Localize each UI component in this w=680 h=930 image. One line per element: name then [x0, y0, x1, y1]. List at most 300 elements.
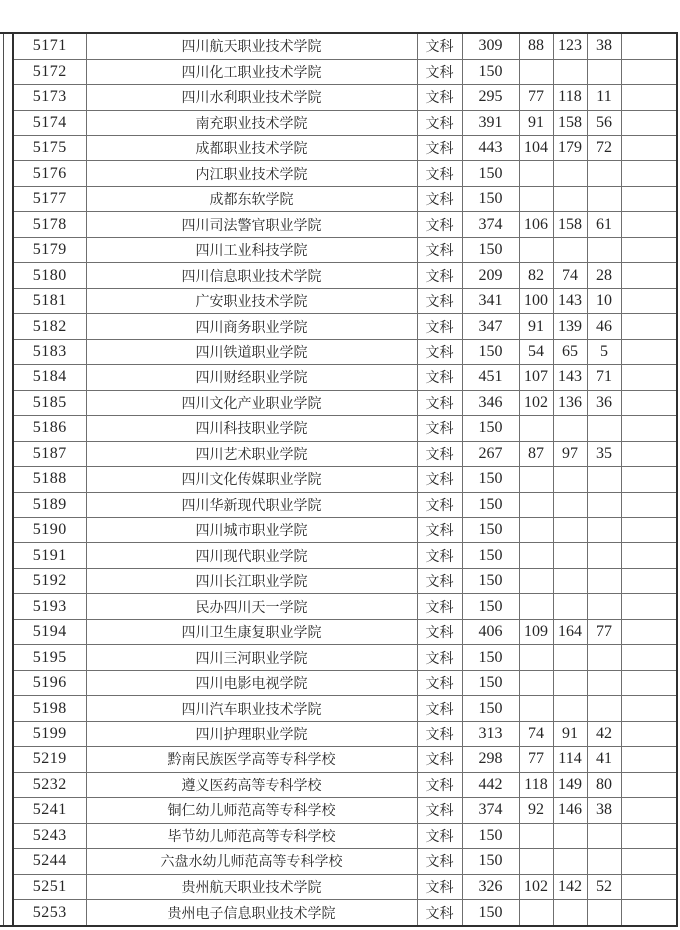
cell-subject: 文科 [417, 747, 462, 772]
cell-score-2 [519, 568, 553, 593]
cell-name: 南充职业技术学院 [86, 110, 417, 135]
cell-score-3 [553, 467, 587, 492]
cell-score-4 [587, 59, 621, 84]
cell-name: 四川城市职业学院 [86, 518, 417, 543]
cell-subject: 文科 [417, 212, 462, 237]
cell-code: 5193 [13, 594, 86, 619]
cell-score-1: 313 [462, 721, 519, 746]
cell-score-3: 179 [553, 135, 587, 160]
cell-code: 5196 [13, 670, 86, 695]
cell-code: 5185 [13, 390, 86, 415]
cell-name: 四川电影电视学院 [86, 670, 417, 695]
cell-score-4 [587, 670, 621, 695]
cell-score-2 [519, 492, 553, 517]
cell-subject: 文科 [417, 288, 462, 313]
cell-extra [621, 390, 677, 415]
cell-extra [621, 543, 677, 568]
cell-score-3 [553, 670, 587, 695]
cell-extra [621, 33, 677, 59]
cell-score-1: 443 [462, 135, 519, 160]
table-row [13, 186, 677, 211]
cell-subject: 文科 [417, 772, 462, 797]
cell-score-2 [519, 543, 553, 568]
table-row [13, 619, 677, 644]
cell-code: 5244 [13, 849, 86, 874]
cell-score-3 [553, 645, 587, 670]
cell-name: 四川信息职业技术学院 [86, 263, 417, 288]
cell-subject: 文科 [417, 492, 462, 517]
cell-subject: 文科 [417, 186, 462, 211]
cell-score-2: 104 [519, 135, 553, 160]
cell-subject: 文科 [417, 339, 462, 364]
cell-name: 贵州航天职业技术学院 [86, 874, 417, 899]
cell-code: 5174 [13, 110, 86, 135]
cell-name: 黔南民族医学高等专科学校 [86, 747, 417, 772]
cell-score-4: 72 [587, 135, 621, 160]
cell-score-3: 139 [553, 314, 587, 339]
cell-extra [621, 696, 677, 721]
table-row [13, 33, 677, 59]
cell-score-4: 35 [587, 441, 621, 466]
table-row [13, 747, 677, 772]
cell-extra [621, 874, 677, 899]
table-row [13, 467, 677, 492]
cell-score-2 [519, 186, 553, 211]
table-row [13, 772, 677, 797]
cell-code: 5189 [13, 492, 86, 517]
cell-score-2 [519, 670, 553, 695]
cell-score-1: 298 [462, 747, 519, 772]
cell-extra [621, 135, 677, 160]
cell-extra [621, 314, 677, 339]
cell-subject: 文科 [417, 390, 462, 415]
cell-score-2 [519, 645, 553, 670]
cell-code: 5173 [13, 85, 86, 110]
cell-subject: 文科 [417, 467, 462, 492]
cell-score-1: 451 [462, 365, 519, 390]
cell-score-3 [553, 492, 587, 517]
cell-subject: 文科 [417, 594, 462, 619]
cell-code: 5187 [13, 441, 86, 466]
cell-score-1: 150 [462, 186, 519, 211]
table-row [13, 823, 677, 848]
cell-extra [621, 518, 677, 543]
cell-code: 5188 [13, 467, 86, 492]
cell-extra [621, 263, 677, 288]
cell-code: 5182 [13, 314, 86, 339]
cell-name: 毕节幼儿师范高等专科学校 [86, 823, 417, 848]
cell-score-1: 346 [462, 390, 519, 415]
cell-score-2: 92 [519, 798, 553, 823]
cell-score-3 [553, 900, 587, 926]
cell-extra [621, 721, 677, 746]
cell-score-1: 150 [462, 339, 519, 364]
cell-name: 内江职业技术学院 [86, 161, 417, 186]
cell-score-4: 10 [587, 288, 621, 313]
cell-name: 四川工业科技学院 [86, 237, 417, 262]
cell-score-1: 341 [462, 288, 519, 313]
cell-score-1: 150 [462, 849, 519, 874]
cell-score-3 [553, 543, 587, 568]
cell-extra [621, 772, 677, 797]
cell-name: 四川汽车职业技术学院 [86, 696, 417, 721]
cell-score-4 [587, 568, 621, 593]
cell-extra [621, 619, 677, 644]
cell-score-4: 71 [587, 365, 621, 390]
table-body [13, 33, 677, 926]
cell-score-4: 38 [587, 798, 621, 823]
cell-score-3 [553, 186, 587, 211]
cell-score-3 [553, 696, 587, 721]
cell-extra [621, 492, 677, 517]
admission-score-table [12, 32, 678, 927]
cell-extra [621, 467, 677, 492]
cell-score-1: 150 [462, 900, 519, 926]
cell-score-4 [587, 467, 621, 492]
cell-score-4 [587, 696, 621, 721]
cell-score-2: 102 [519, 874, 553, 899]
cell-extra [621, 212, 677, 237]
cell-code: 5232 [13, 772, 86, 797]
cell-score-4: 80 [587, 772, 621, 797]
table-row [13, 798, 677, 823]
cell-score-3 [553, 59, 587, 84]
cell-score-2 [519, 237, 553, 262]
cell-score-1: 150 [462, 518, 519, 543]
cell-extra [621, 798, 677, 823]
cell-name: 六盘水幼儿师范高等专科学校 [86, 849, 417, 874]
cell-subject: 文科 [417, 568, 462, 593]
cell-score-2 [519, 594, 553, 619]
cell-score-4: 46 [587, 314, 621, 339]
cell-subject: 文科 [417, 365, 462, 390]
cell-name: 四川商务职业学院 [86, 314, 417, 339]
cell-subject: 文科 [417, 518, 462, 543]
cell-score-1: 150 [462, 670, 519, 695]
cell-score-1: 150 [462, 543, 519, 568]
cell-name: 成都职业技术学院 [86, 135, 417, 160]
cell-code: 5183 [13, 339, 86, 364]
cell-score-1: 150 [462, 696, 519, 721]
cell-code: 5172 [13, 59, 86, 84]
cell-score-1: 150 [462, 161, 519, 186]
cell-name: 四川司法警官职业学院 [86, 212, 417, 237]
cell-score-1: 150 [462, 416, 519, 441]
cell-score-4 [587, 543, 621, 568]
table-row [13, 135, 677, 160]
cell-score-3: 118 [553, 85, 587, 110]
cell-subject: 文科 [417, 670, 462, 695]
cell-score-1: 150 [462, 59, 519, 84]
cell-score-3 [553, 568, 587, 593]
cell-code: 5179 [13, 237, 86, 262]
cell-score-4 [587, 161, 621, 186]
cell-score-2 [519, 467, 553, 492]
cell-score-2: 91 [519, 110, 553, 135]
cell-subject: 文科 [417, 161, 462, 186]
cell-score-3 [553, 594, 587, 619]
cell-score-2: 54 [519, 339, 553, 364]
cell-score-3: 149 [553, 772, 587, 797]
cell-score-2 [519, 823, 553, 848]
cell-code: 5253 [13, 900, 86, 926]
cell-name: 铜仁幼儿师范高等专科学校 [86, 798, 417, 823]
cell-name: 四川化工职业技术学院 [86, 59, 417, 84]
cell-score-3: 97 [553, 441, 587, 466]
cell-extra [621, 186, 677, 211]
table-row [13, 85, 677, 110]
table-row [13, 721, 677, 746]
cell-code: 5194 [13, 619, 86, 644]
table-row [13, 212, 677, 237]
cell-extra [621, 900, 677, 926]
cell-subject: 文科 [417, 721, 462, 746]
cell-code: 5178 [13, 212, 86, 237]
cell-name: 四川水利职业技术学院 [86, 85, 417, 110]
cell-name: 四川现代职业学院 [86, 543, 417, 568]
cell-score-4: 52 [587, 874, 621, 899]
cell-score-1: 295 [462, 85, 519, 110]
cell-score-4: 41 [587, 747, 621, 772]
cell-extra [621, 110, 677, 135]
cell-score-4: 36 [587, 390, 621, 415]
cell-score-2: 100 [519, 288, 553, 313]
cell-name: 四川三河职业学院 [86, 645, 417, 670]
cell-score-1: 309 [462, 33, 519, 59]
table-row [13, 339, 677, 364]
cell-score-1: 267 [462, 441, 519, 466]
cell-score-1: 150 [462, 594, 519, 619]
cell-score-1: 150 [462, 237, 519, 262]
cell-name: 四川文化产业职业学院 [86, 390, 417, 415]
cell-code: 5243 [13, 823, 86, 848]
cell-score-3: 143 [553, 365, 587, 390]
cell-score-1: 150 [462, 492, 519, 517]
table-row [13, 365, 677, 390]
cell-code: 5241 [13, 798, 86, 823]
cell-name: 民办四川天一学院 [86, 594, 417, 619]
cell-name: 遵义医药高等专科学校 [86, 772, 417, 797]
table-row [13, 59, 677, 84]
cell-subject: 文科 [417, 110, 462, 135]
cell-score-4: 61 [587, 212, 621, 237]
cell-code: 5191 [13, 543, 86, 568]
cell-extra [621, 365, 677, 390]
cell-subject: 文科 [417, 823, 462, 848]
cell-code: 5199 [13, 721, 86, 746]
cell-name: 四川铁道职业学院 [86, 339, 417, 364]
cell-code: 5190 [13, 518, 86, 543]
cell-extra [621, 416, 677, 441]
cell-subject: 文科 [417, 33, 462, 59]
cell-score-4 [587, 900, 621, 926]
cell-score-2: 88 [519, 33, 553, 59]
cell-code: 5219 [13, 747, 86, 772]
table-row [13, 390, 677, 415]
cell-score-2: 77 [519, 85, 553, 110]
cell-subject: 文科 [417, 263, 462, 288]
cell-score-2 [519, 161, 553, 186]
cell-name: 成都东软学院 [86, 186, 417, 211]
cell-extra [621, 747, 677, 772]
cell-subject: 文科 [417, 135, 462, 160]
cell-score-2 [519, 849, 553, 874]
cell-score-4 [587, 492, 621, 517]
cell-score-3: 123 [553, 33, 587, 59]
cell-score-3: 91 [553, 721, 587, 746]
cell-code: 5175 [13, 135, 86, 160]
cell-extra [621, 823, 677, 848]
cell-score-3: 158 [553, 110, 587, 135]
cell-score-1: 150 [462, 568, 519, 593]
cell-subject: 文科 [417, 543, 462, 568]
cell-score-3 [553, 161, 587, 186]
cell-score-3 [553, 823, 587, 848]
cell-score-4 [587, 237, 621, 262]
cell-extra [621, 59, 677, 84]
table-row [13, 288, 677, 313]
cell-score-3 [553, 237, 587, 262]
cell-score-2 [519, 518, 553, 543]
cell-code: 5181 [13, 288, 86, 313]
table-row [13, 849, 677, 874]
cell-score-1: 326 [462, 874, 519, 899]
cell-score-1: 406 [462, 619, 519, 644]
cell-code: 5251 [13, 874, 86, 899]
cell-extra [621, 441, 677, 466]
cell-subject: 文科 [417, 59, 462, 84]
cell-score-3 [553, 416, 587, 441]
table-row [13, 874, 677, 899]
table-row [13, 696, 677, 721]
table-row [13, 314, 677, 339]
table-row [13, 645, 677, 670]
cell-score-1: 150 [462, 823, 519, 848]
cell-extra [621, 568, 677, 593]
cell-score-2 [519, 59, 553, 84]
cell-code: 5186 [13, 416, 86, 441]
cell-score-2: 102 [519, 390, 553, 415]
cell-score-3: 65 [553, 339, 587, 364]
table-row [13, 594, 677, 619]
cell-score-4: 5 [587, 339, 621, 364]
table-row [13, 161, 677, 186]
cell-extra [621, 670, 677, 695]
cell-score-2: 106 [519, 212, 553, 237]
cell-name: 四川航天职业技术学院 [86, 33, 417, 59]
cell-extra [621, 85, 677, 110]
cell-name: 广安职业技术学院 [86, 288, 417, 313]
table-row [13, 110, 677, 135]
cell-score-2: 74 [519, 721, 553, 746]
cell-score-3: 142 [553, 874, 587, 899]
table-row [13, 568, 677, 593]
page-frame-line [3, 33, 4, 926]
cell-extra [621, 594, 677, 619]
cell-subject: 文科 [417, 441, 462, 466]
cell-subject: 文科 [417, 314, 462, 339]
cell-subject: 文科 [417, 874, 462, 899]
cell-score-2 [519, 696, 553, 721]
cell-score-3 [553, 518, 587, 543]
cell-score-2: 87 [519, 441, 553, 466]
cell-score-2: 109 [519, 619, 553, 644]
cell-subject: 文科 [417, 619, 462, 644]
cell-subject: 文科 [417, 645, 462, 670]
cell-score-3 [553, 849, 587, 874]
cell-subject: 文科 [417, 85, 462, 110]
cell-score-1: 442 [462, 772, 519, 797]
cell-score-2: 107 [519, 365, 553, 390]
cell-score-3: 143 [553, 288, 587, 313]
cell-code: 5195 [13, 645, 86, 670]
cell-name: 四川卫生康复职业学院 [86, 619, 417, 644]
cell-score-3: 164 [553, 619, 587, 644]
cell-score-2: 77 [519, 747, 553, 772]
cell-score-2 [519, 416, 553, 441]
cell-code: 5171 [13, 33, 86, 59]
table-row [13, 518, 677, 543]
cell-score-4 [587, 186, 621, 211]
cell-score-4 [587, 823, 621, 848]
cell-score-3: 74 [553, 263, 587, 288]
cell-name: 四川长江职业学院 [86, 568, 417, 593]
table-row [13, 670, 677, 695]
cell-name: 四川文化传媒职业学院 [86, 467, 417, 492]
cell-code: 5177 [13, 186, 86, 211]
cell-score-1: 150 [462, 645, 519, 670]
cell-subject: 文科 [417, 849, 462, 874]
cell-extra [621, 237, 677, 262]
cell-score-3: 114 [553, 747, 587, 772]
cell-name: 四川护理职业学院 [86, 721, 417, 746]
cell-score-4: 28 [587, 263, 621, 288]
cell-code: 5192 [13, 568, 86, 593]
cell-score-4 [587, 518, 621, 543]
cell-score-2: 91 [519, 314, 553, 339]
table-row [13, 543, 677, 568]
cell-score-2: 118 [519, 772, 553, 797]
cell-score-4: 42 [587, 721, 621, 746]
cell-score-4: 77 [587, 619, 621, 644]
cell-name: 四川财经职业学院 [86, 365, 417, 390]
cell-score-2: 82 [519, 263, 553, 288]
cell-name: 四川华新现代职业学院 [86, 492, 417, 517]
cell-name: 贵州电子信息职业技术学院 [86, 900, 417, 926]
cell-code: 5180 [13, 263, 86, 288]
cell-score-2 [519, 900, 553, 926]
cell-extra [621, 161, 677, 186]
cell-score-4: 38 [587, 33, 621, 59]
cell-name: 四川科技职业学院 [86, 416, 417, 441]
cell-extra [621, 288, 677, 313]
cell-score-1: 374 [462, 798, 519, 823]
table-row [13, 492, 677, 517]
table-row [13, 441, 677, 466]
cell-score-1: 150 [462, 467, 519, 492]
cell-score-1: 347 [462, 314, 519, 339]
cell-subject: 文科 [417, 696, 462, 721]
cell-subject: 文科 [417, 237, 462, 262]
cell-extra [621, 849, 677, 874]
cell-score-1: 209 [462, 263, 519, 288]
cell-score-4 [587, 594, 621, 619]
table-row [13, 237, 677, 262]
cell-score-4 [587, 849, 621, 874]
cell-name: 四川艺术职业学院 [86, 441, 417, 466]
cell-score-3: 158 [553, 212, 587, 237]
cell-extra [621, 645, 677, 670]
